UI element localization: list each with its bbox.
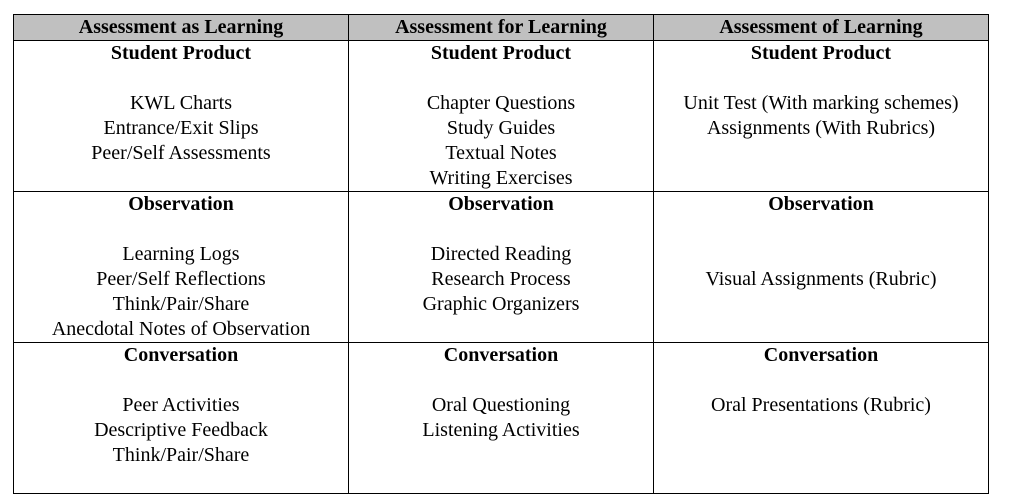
assessment-table [13,14,989,494]
list-item: Anecdotal Notes of Observation [51,318,311,340]
category-heading: Observation [128,193,234,215]
list-item: Research Process [431,268,571,290]
table-cell [349,343,654,494]
table-cell [349,192,654,343]
list-item: Learning Logs [122,243,240,265]
list-item: Descriptive Feedback [94,419,268,441]
list-item: Assignments (With Rubrics) [706,117,936,139]
category-heading: Student Product [110,42,252,64]
header-assessment-of-learning: Assessment of Learning [654,15,989,41]
header-assessment-as-learning: Assessment as Learning [14,15,349,41]
list-item: Study Guides [446,117,556,139]
list-item: Graphic Organizers [422,293,580,315]
list-item: Think/Pair/Share [112,293,250,315]
header-assessment-for-learning: Assessment for Learning [349,15,654,41]
category-heading: Observation [768,193,874,215]
table-cell [14,343,349,494]
list-item: Oral Questioning [431,394,571,416]
table-row-observation [14,192,989,343]
category-heading: Conversation [763,344,879,366]
list-item: Peer/Self Assessments [91,142,271,164]
list-item: Think/Pair/Share [112,444,250,466]
list-item: Unit Test (With marking schemes) [683,92,959,114]
table-cell [654,41,989,192]
list-item: Visual Assignments (Rubric) [705,268,937,290]
list-item: Chapter Questions [426,92,576,114]
table-cell [349,41,654,192]
table-row-student-product [14,41,989,192]
table-row-conversation [14,343,989,494]
category-heading: Student Product [750,42,892,64]
category-heading: Student Product [430,42,572,64]
list-item: Entrance/Exit Slips [103,117,259,139]
list-item: Textual Notes [445,142,557,164]
list-item: Writing Exercises [429,167,573,189]
table-cell [14,192,349,343]
list-item: Peer Activities [122,394,240,416]
category-heading: Observation [448,193,554,215]
category-heading: Conversation [123,344,239,366]
header-row [14,15,989,41]
list-item: Oral Presentations (Rubric) [711,394,931,416]
category-heading: Conversation [443,344,559,366]
list-item: Directed Reading [430,243,572,265]
table-cell [654,192,989,343]
list-item: Listening Activities [422,419,580,441]
table-cell [654,343,989,494]
list-item: Peer/Self Reflections [96,268,266,290]
list-item: KWL Charts [129,92,232,114]
table-cell [14,41,349,192]
